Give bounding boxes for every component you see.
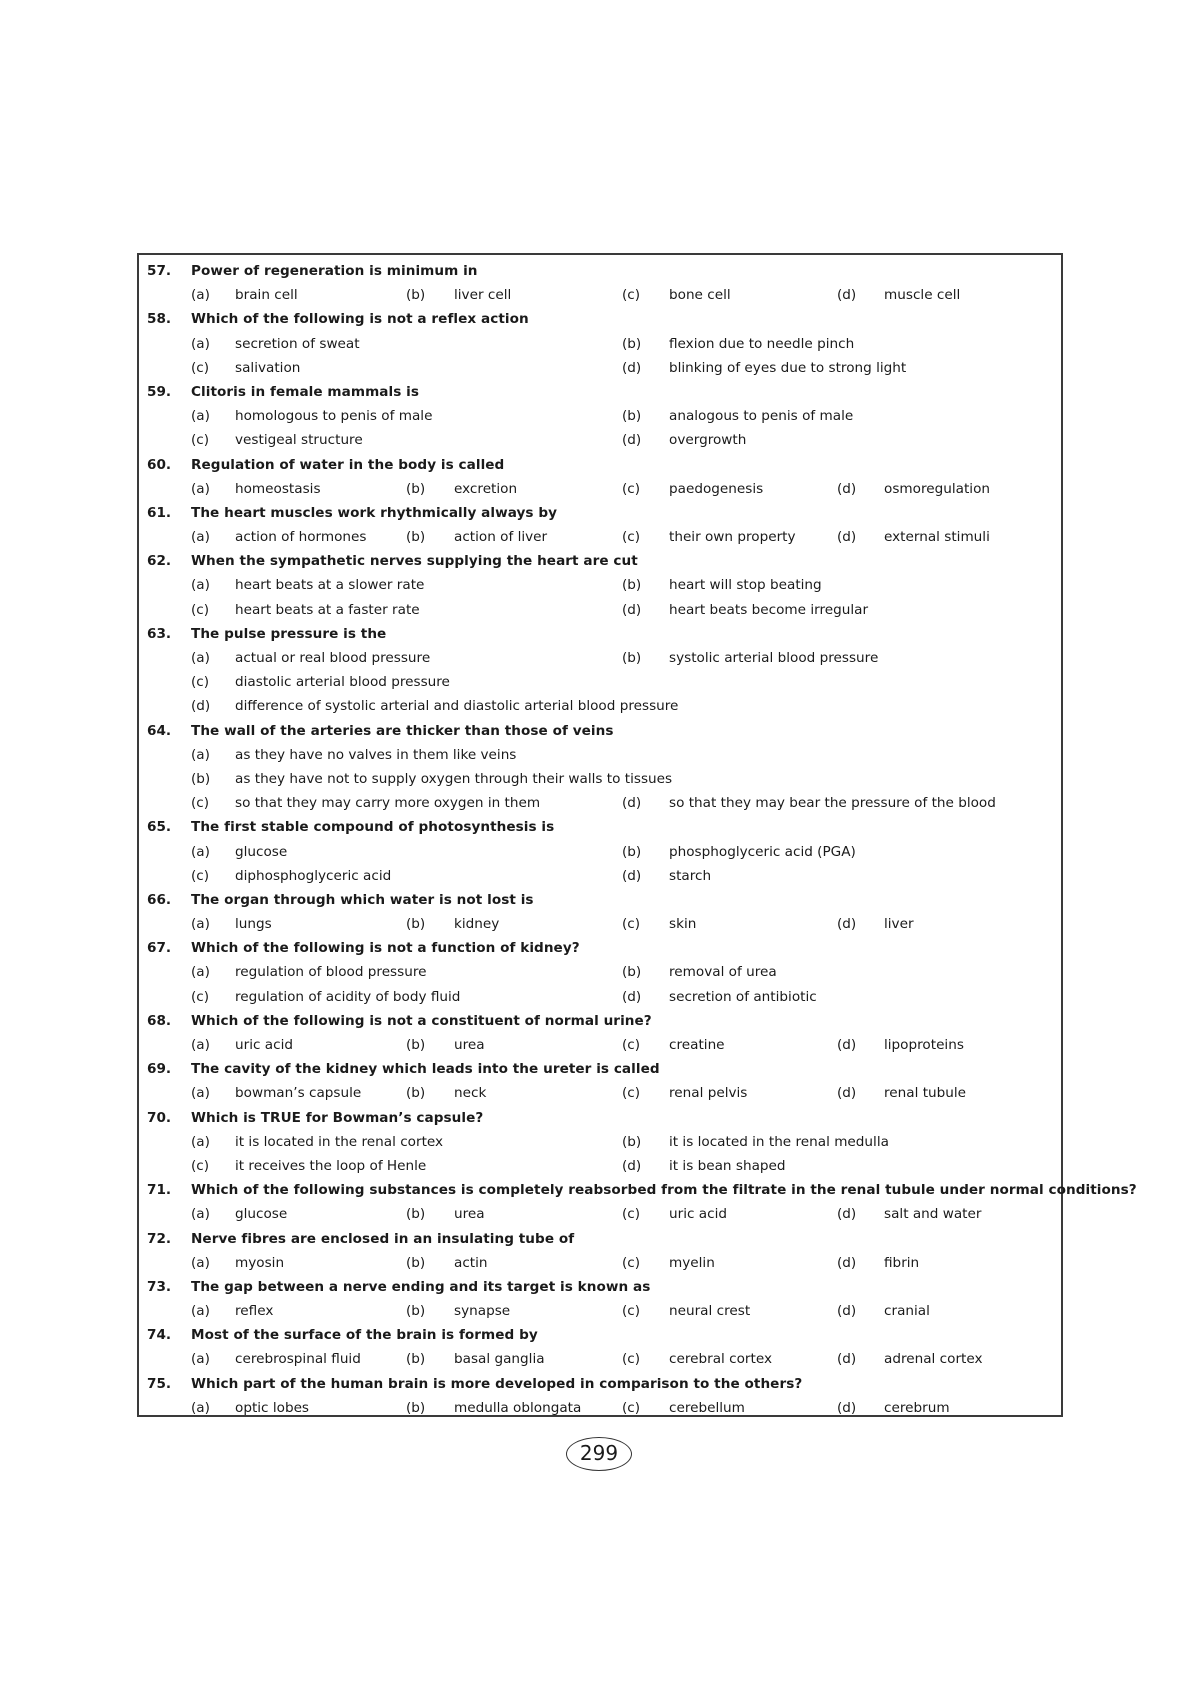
question-text: Power of regeneration is minimum in	[191, 263, 478, 279]
options-row	[139, 1081, 1061, 1105]
option-text: as they have no valves in them like veins	[235, 746, 517, 763]
option-label: (c)	[622, 916, 641, 933]
options-row	[139, 1130, 1061, 1154]
option-label: (c)	[191, 432, 210, 449]
question-row	[139, 622, 1061, 646]
options-row	[139, 332, 1061, 356]
option-label: (b)	[622, 1133, 642, 1150]
option-text: overgrowth	[669, 432, 747, 449]
question-text: The heart muscles work rhythmically always by	[191, 504, 558, 521]
option-text: homologous to penis of male	[235, 408, 433, 425]
option-text: glucose	[235, 1206, 288, 1223]
option-label: (b)	[406, 916, 426, 933]
option-label: (c)	[622, 1085, 641, 1102]
question-text: Which is TRUE for Bowman’s capsule?	[191, 1109, 484, 1126]
option-text: cranial	[884, 1303, 930, 1320]
option-label: (b)	[406, 1399, 426, 1416]
options-row	[139, 477, 1061, 501]
option-label: (d)	[837, 916, 857, 933]
question-row	[139, 888, 1061, 912]
option-label: (b)	[406, 287, 426, 304]
question-row	[139, 501, 1061, 525]
question-row	[139, 1178, 1137, 1202]
question-text: The wall of the arteries are thicker than those of veins	[191, 722, 614, 739]
option-label: (a)	[191, 577, 210, 594]
option-label: (b)	[406, 529, 426, 546]
option-text: it receives the loop of Henle	[235, 1157, 427, 1174]
options-row	[139, 912, 1061, 936]
option-text: brain cell	[235, 287, 298, 304]
option-label: (a)	[191, 529, 210, 546]
question-text: Clitoris in female mammals is	[191, 383, 419, 400]
option-label: (d)	[837, 1206, 857, 1223]
question-number: 57.	[147, 263, 172, 279]
question-row	[139, 815, 1061, 839]
option-label: (a)	[191, 1206, 210, 1223]
option-label: (b)	[191, 770, 211, 787]
question-number: 66.	[147, 891, 172, 908]
question-row	[139, 1323, 1061, 1347]
option-text: vestigeal structure	[235, 432, 363, 449]
question-text: Regulation of water in the body is called	[191, 456, 505, 473]
option-text: liver cell	[454, 287, 512, 304]
option-text: heart beats become irregular	[669, 601, 869, 618]
options-row	[139, 1202, 1061, 1226]
question-number: 67.	[147, 940, 172, 957]
option-text: so that they may bear the pressure of the blood	[669, 795, 996, 812]
option-text: salivation	[235, 359, 301, 376]
option-text: heart beats at a faster rate	[235, 601, 420, 618]
option-label: (c)	[622, 1303, 641, 1320]
option-label: (d)	[622, 601, 642, 618]
question-number: 75.	[147, 1375, 172, 1392]
options-row	[139, 1299, 1061, 1323]
option-text: heart beats at a slower rate	[235, 577, 425, 594]
question-row	[139, 1227, 1061, 1251]
options-row	[139, 670, 1061, 694]
option-label: (c)	[622, 529, 641, 546]
question-number: 61.	[147, 504, 172, 521]
option-text: actual or real blood pressure	[235, 650, 431, 666]
options-row	[139, 1396, 1061, 1420]
option-text: flexion due to needle pinch	[669, 335, 855, 352]
question-number: 69.	[147, 1061, 172, 1078]
option-text: fibrin	[884, 1254, 920, 1271]
option-text: cerebrum	[884, 1399, 950, 1416]
options-row	[139, 646, 1061, 670]
option-text: as they have not to supply oxygen through their walls to tissues	[235, 770, 673, 787]
question-text: The organ through which water is not lost is	[191, 891, 534, 908]
question-text: Which of the following is not a function of kidney?	[191, 940, 580, 957]
option-text: diastolic arterial blood pressure	[235, 674, 450, 691]
option-text: synapse	[454, 1303, 511, 1320]
option-text: secretion of sweat	[235, 335, 360, 352]
option-label: (c)	[622, 1206, 641, 1223]
option-text: urea	[454, 1206, 485, 1223]
question-row	[139, 936, 1061, 960]
options-row	[139, 985, 1061, 1009]
option-text: lipoproteins	[884, 1037, 964, 1053]
option-label: (d)	[837, 287, 857, 304]
option-text: medulla oblongata	[454, 1399, 582, 1416]
option-label: (a)	[191, 480, 210, 497]
option-text: systolic arterial blood pressure	[669, 650, 879, 666]
option-label: (d)	[622, 1157, 642, 1174]
question-number: 59.	[147, 383, 172, 400]
option-text: external stimuli	[884, 529, 990, 546]
option-text: renal tubule	[884, 1085, 967, 1102]
options-row	[139, 356, 1061, 380]
option-label: (a)	[191, 1351, 210, 1368]
option-text: basal ganglia	[454, 1351, 545, 1368]
question-row	[139, 1275, 1061, 1299]
options-row	[139, 743, 1061, 767]
option-label: (d)	[837, 1399, 857, 1416]
option-text: cerebral cortex	[669, 1351, 773, 1368]
option-text: kidney	[454, 916, 500, 933]
option-label: (d)	[622, 795, 642, 812]
options-row	[139, 791, 1061, 815]
options-row	[139, 960, 1061, 984]
option-text: urea	[454, 1037, 485, 1053]
question-text: Which part of the human brain is more developed in comparison to the others?	[191, 1375, 803, 1392]
option-text: so that they may carry more oxygen in them	[235, 795, 541, 812]
option-label: (c)	[191, 1157, 210, 1174]
question-number: 62.	[147, 553, 172, 570]
option-label: (b)	[622, 577, 642, 594]
option-label: (a)	[191, 1399, 210, 1416]
question-number: 63.	[147, 625, 172, 642]
options-row	[139, 598, 1061, 622]
question-number: 64.	[147, 722, 172, 739]
option-label: (a)	[191, 843, 210, 860]
page-number: 299	[566, 1437, 632, 1471]
options-row	[139, 573, 1061, 597]
question-number: 73.	[147, 1278, 172, 1295]
option-label: (d)	[191, 698, 211, 715]
option-label: (b)	[406, 1351, 426, 1368]
option-label: (d)	[837, 529, 857, 546]
option-label: (d)	[837, 480, 857, 497]
option-text: muscle cell	[884, 287, 961, 304]
question-row	[139, 1009, 1061, 1033]
question-row	[139, 1057, 1061, 1081]
option-text: neck	[454, 1085, 487, 1102]
option-text: lungs	[235, 916, 272, 933]
option-label: (a)	[191, 916, 210, 933]
question-row	[139, 719, 1061, 743]
option-label: (d)	[837, 1085, 857, 1102]
question-text: The gap between a nerve ending and its target is known as	[191, 1278, 651, 1295]
options-row	[139, 840, 1061, 864]
options-row	[139, 1033, 1061, 1057]
option-text: removal of urea	[669, 964, 777, 981]
option-label: (d)	[837, 1254, 857, 1271]
option-text: excretion	[454, 480, 518, 497]
option-text: blinking of eyes due to strong light	[669, 359, 907, 376]
option-label: (b)	[406, 1206, 426, 1223]
option-label: (a)	[191, 746, 210, 763]
option-text: secretion of antibiotic	[669, 988, 817, 1005]
option-label: (b)	[622, 650, 642, 666]
question-number: 65.	[147, 819, 172, 836]
option-text: skin	[669, 916, 697, 933]
options-row	[139, 1347, 1061, 1371]
option-text: renal pelvis	[669, 1085, 748, 1102]
question-number: 68.	[147, 1012, 172, 1029]
option-text: cerebellum	[669, 1399, 745, 1416]
option-text: neural crest	[669, 1303, 751, 1320]
option-label: (c)	[191, 601, 210, 618]
option-label: (d)	[622, 988, 642, 1005]
option-text: heart will stop beating	[669, 577, 822, 594]
option-label: (d)	[622, 359, 642, 376]
option-text: difference of systolic arterial and diastolic arterial blood pressure	[235, 698, 679, 715]
option-label: (d)	[837, 1351, 857, 1368]
question-box	[137, 253, 1137, 1417]
question-row	[139, 307, 1061, 331]
option-label: (b)	[406, 1303, 426, 1320]
option-text: action of hormones	[235, 529, 367, 546]
options-row	[139, 864, 1061, 888]
question-text: The pulse pressure is the	[191, 625, 387, 642]
option-text: it is located in the renal cortex	[235, 1133, 444, 1150]
option-label: (b)	[406, 1085, 426, 1102]
question-number: 72.	[147, 1230, 172, 1247]
options-row	[139, 283, 1061, 307]
option-text: analogous to penis of male	[669, 408, 854, 425]
option-label: (c)	[622, 287, 641, 304]
options-row	[139, 1251, 1061, 1275]
option-text: creatine	[669, 1037, 725, 1053]
option-text: actin	[454, 1254, 488, 1271]
option-text: bowman’s capsule	[235, 1085, 362, 1102]
options-row	[139, 767, 1061, 791]
option-label: (c)	[191, 867, 210, 884]
option-label: (c)	[622, 480, 641, 497]
option-label: (b)	[622, 408, 642, 425]
option-text: liver	[884, 916, 914, 933]
option-label: (b)	[622, 335, 642, 352]
question-row	[139, 259, 1061, 283]
question-text: The cavity of the kidney which leads into the ureter is called	[191, 1061, 660, 1078]
option-label: (a)	[191, 408, 210, 425]
question-row	[139, 453, 1061, 477]
option-text: regulation of acidity of body fluid	[235, 988, 461, 1005]
question-text: Which of the following is not a reflex action	[191, 311, 529, 328]
option-label: (c)	[622, 1351, 641, 1368]
question-number: 58.	[147, 311, 172, 328]
options-row	[139, 525, 1061, 549]
option-label: (c)	[191, 988, 210, 1005]
option-label: (a)	[191, 1254, 210, 1271]
question-number: 60.	[147, 456, 172, 473]
option-text: uric acid	[235, 1037, 293, 1053]
option-label: (b)	[406, 480, 426, 497]
option-label: (b)	[622, 964, 642, 981]
question-text: Most of the surface of the brain is formed by	[191, 1327, 538, 1344]
option-text: cerebrospinal fluid	[235, 1351, 361, 1368]
question-row	[139, 380, 1061, 404]
options-row	[139, 428, 1061, 452]
option-label: (c)	[191, 674, 210, 691]
option-label: (c)	[622, 1037, 641, 1053]
question-text: The first stable compound of photosynthesis is	[191, 819, 555, 836]
option-text: homeostasis	[235, 480, 321, 497]
option-text: their own property	[669, 529, 796, 546]
option-text: adrenal cortex	[884, 1351, 983, 1368]
option-text: starch	[669, 867, 712, 884]
question-number: 74.	[147, 1327, 172, 1344]
option-label: (a)	[191, 650, 210, 666]
option-text: diphosphoglyceric acid	[235, 867, 392, 884]
question-list	[139, 259, 1137, 1420]
option-text: phosphoglyceric acid (PGA)	[669, 843, 856, 860]
option-text: uric acid	[669, 1206, 727, 1223]
option-label: (c)	[622, 1399, 641, 1416]
option-text: myosin	[235, 1254, 285, 1271]
option-text: osmoregulation	[884, 480, 991, 497]
option-label: (c)	[191, 795, 210, 812]
question-number: 71.	[147, 1182, 172, 1199]
option-label: (b)	[406, 1254, 426, 1271]
option-label: (a)	[191, 335, 210, 352]
question-text: When the sympathetic nerves supplying the heart are cut	[191, 553, 638, 570]
option-label: (a)	[191, 964, 210, 981]
question-text: Which of the following substances is completely reabsorbed from the filtrate in the renal tubule under normal conditions?	[191, 1182, 1137, 1199]
option-text: regulation of blood pressure	[235, 964, 427, 981]
options-row	[139, 1154, 1061, 1178]
option-text: glucose	[235, 843, 288, 860]
options-row	[139, 404, 1061, 428]
option-label: (a)	[191, 287, 210, 304]
option-text: it is located in the renal medulla	[669, 1133, 889, 1150]
option-text: bone cell	[669, 287, 731, 304]
option-label: (d)	[837, 1037, 857, 1053]
question-row	[139, 549, 1061, 573]
option-label: (a)	[191, 1133, 210, 1150]
option-label: (c)	[191, 359, 210, 376]
option-label: (d)	[622, 867, 642, 884]
option-label: (d)	[622, 432, 642, 449]
option-label: (a)	[191, 1303, 210, 1320]
option-text: myelin	[669, 1254, 715, 1271]
option-label: (d)	[837, 1303, 857, 1320]
option-label: (b)	[406, 1037, 426, 1053]
option-text: reflex	[235, 1303, 274, 1320]
option-label: (a)	[191, 1037, 210, 1053]
option-label: (a)	[191, 1085, 210, 1102]
question-row	[139, 1106, 1061, 1130]
option-text: action of liver	[454, 529, 548, 546]
option-label: (b)	[622, 843, 642, 860]
question-row	[139, 1372, 1061, 1396]
question-text: Which of the following is not a constituent of normal urine?	[191, 1012, 652, 1029]
option-text: paedogenesis	[669, 480, 764, 497]
option-label: (c)	[622, 1254, 641, 1271]
option-text: it is bean shaped	[669, 1157, 786, 1174]
question-number: 70.	[147, 1109, 172, 1126]
option-text: salt and water	[884, 1206, 982, 1223]
options-row	[139, 694, 1061, 718]
question-text: Nerve fibres are enclosed in an insulating tube of	[191, 1230, 575, 1247]
option-text: optic lobes	[235, 1399, 310, 1416]
